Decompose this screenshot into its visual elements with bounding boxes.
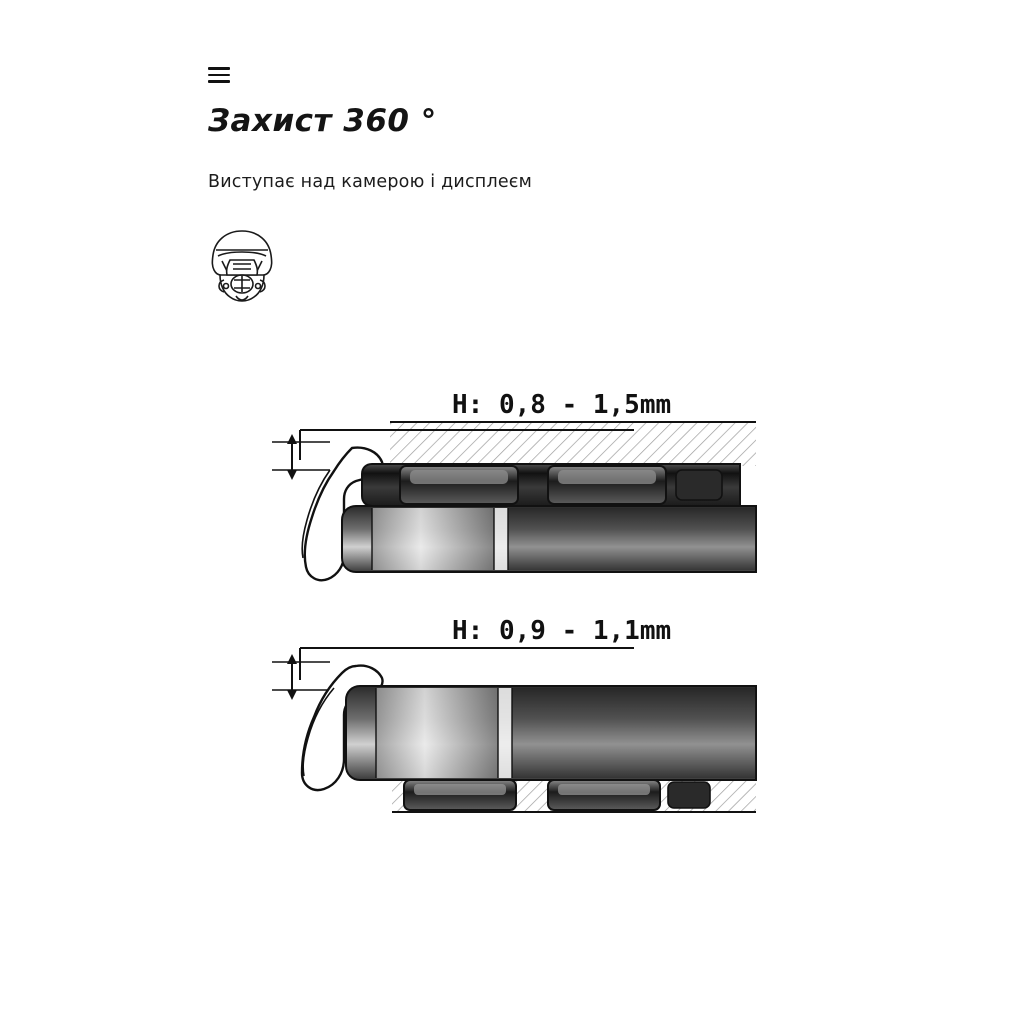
top-cross-section xyxy=(272,422,756,580)
menu-bar-1 xyxy=(208,67,230,70)
display-height-label: H: 0,9 - 1,1mm xyxy=(452,616,672,646)
bottom-cross-section xyxy=(272,648,756,812)
menu-bar-3 xyxy=(208,80,230,83)
page-subtitle: Виступає над камерою і дисплеєм xyxy=(208,172,533,192)
camera-height-label: H: 0,8 - 1,5mm xyxy=(452,390,672,420)
hamburger-menu-icon[interactable] xyxy=(208,62,234,88)
cross-section-diagram xyxy=(0,330,1024,890)
menu-bar-2 xyxy=(208,74,230,77)
page-title: Захист 360 ° xyxy=(208,103,437,139)
stormtrooper-helmet-icon xyxy=(200,228,284,306)
